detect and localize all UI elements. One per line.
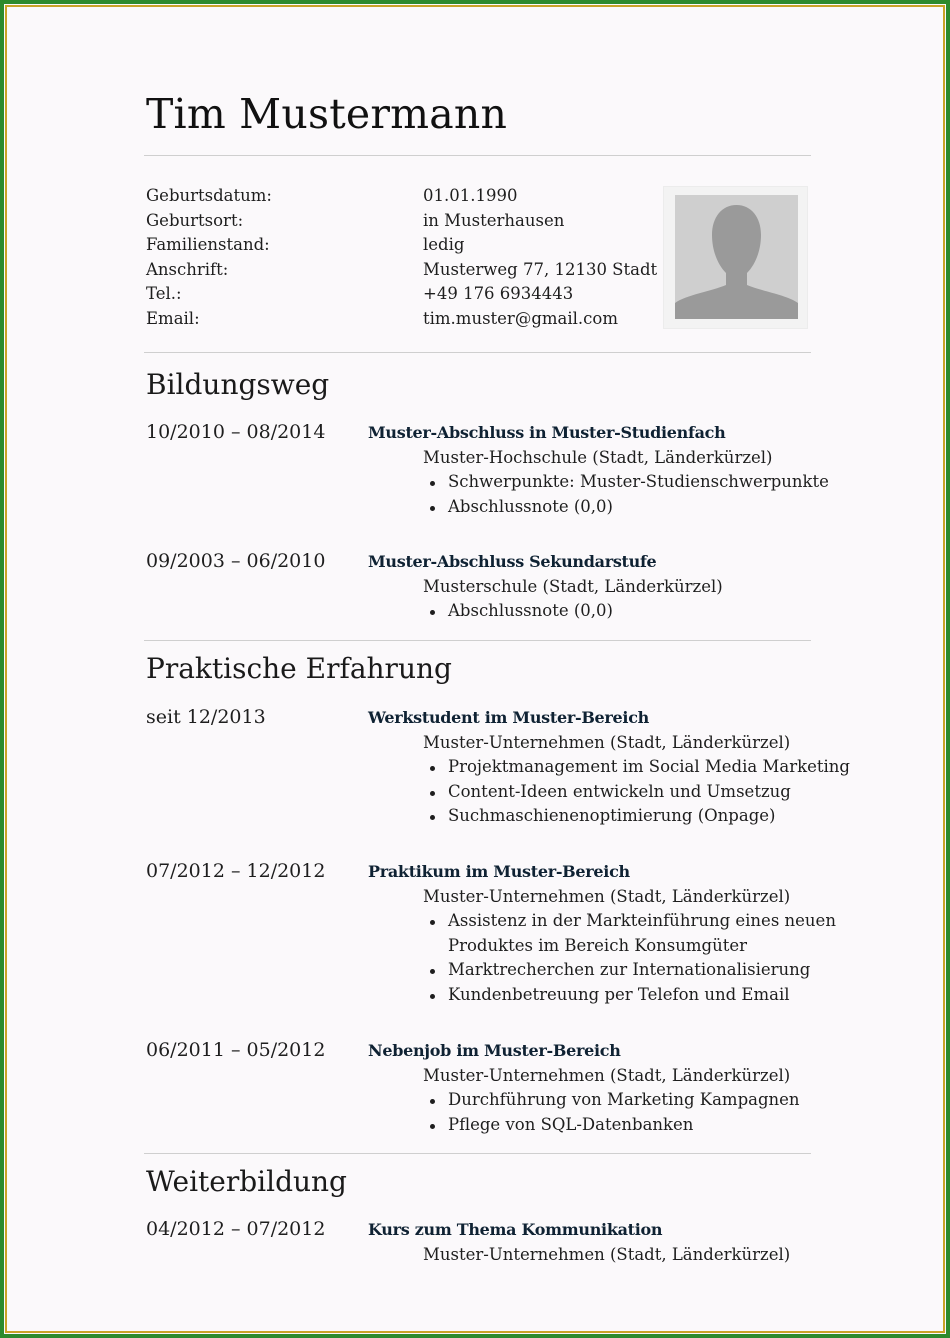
personal-info-row (146, 233, 646, 258)
list-item: Kundenbetreuung per Telefon und Email (427, 983, 836, 1008)
info-label: Email: (146, 308, 200, 328)
section-title-praktische-erfahrung: Praktische Erfahrung (146, 652, 452, 685)
entry-date: 07/2012 – 12/2012 (146, 860, 326, 882)
entry-title: Werkstudent im Muster-Bereich (368, 708, 649, 727)
section-title-weiterbildung: Weiterbildung (146, 1165, 347, 1198)
entry-title: Praktikum im Muster-Bereich (368, 862, 630, 881)
divider (144, 155, 811, 156)
list-item: Durchführung von Marketing Kampagnen (427, 1088, 800, 1113)
list-item: Suchmaschienenoptimierung (Onpage) (427, 804, 850, 829)
personal-info-row (146, 184, 646, 209)
info-value: Musterweg 77, 12130 Stadt (423, 259, 658, 279)
info-label: Geburtsdatum: (146, 186, 272, 205)
info-label: Tel.: (146, 284, 182, 304)
entry-bullets (427, 909, 836, 1007)
list-item: Abschlussnote (0,0) (427, 599, 613, 624)
entry-bullets (427, 755, 850, 829)
info-label: Familienstand: (146, 235, 270, 255)
list-item: Marktrecherchen zur Internationalisierung (427, 958, 836, 983)
list-item: Pflege von SQL-Datenbanken (427, 1113, 800, 1138)
entry-organization: Musterschule (Stadt, Länderkürzel) (423, 577, 723, 596)
list-item: Schwerpunkte: Muster-Studienschwerpunkte (427, 470, 829, 495)
entry-bullets (427, 470, 829, 519)
entry-organization: Muster-Unternehmen (Stadt, Länderkürzel) (423, 887, 791, 906)
entry-organization: Muster-Unternehmen (Stadt, Länderkürzel) (423, 733, 791, 752)
personal-info-row (146, 209, 646, 234)
profile-photo (663, 186, 808, 329)
entry-organization: Muster-Unternehmen (Stadt, Länderkürzel) (423, 1245, 791, 1264)
entry-title: Kurs zum Thema Kommunikation (368, 1220, 663, 1239)
divider (144, 352, 811, 353)
entry-title: Muster-Abschluss in Muster-Studienfach (368, 423, 726, 442)
list-item: Content-Ideen entwickeln und Umsetzug (427, 780, 850, 805)
entry-organization: Muster-Hochschule (Stadt, Länderkürzel) (423, 448, 773, 467)
entry-bullets (427, 599, 613, 624)
entry-organization: Muster-Unternehmen (Stadt, Länderkürzel) (423, 1066, 791, 1085)
info-value: +49 176 6934443 (423, 284, 574, 304)
divider (144, 640, 811, 641)
info-label: Geburtsort: (146, 210, 244, 230)
person-silhouette-icon (675, 195, 798, 319)
info-label: Anschrift: (146, 259, 229, 279)
list-item: Projektmanagement im Social Media Marketing (427, 755, 850, 780)
entry-date: 09/2003 – 06/2010 (146, 550, 326, 572)
info-value: in Musterhausen (423, 210, 565, 230)
divider (144, 1153, 811, 1154)
entry-title: Muster-Abschluss Sekundarstufe (368, 552, 657, 571)
list-item-continuation: Produktes im Bereich Konsumgüter (448, 935, 747, 955)
entry-date: 10/2010 – 08/2014 (146, 421, 326, 443)
entry-title: Nebenjob im Muster-Bereich (368, 1041, 621, 1060)
info-value: tim.muster@gmail.com (423, 308, 618, 328)
info-value: 01.01.1990 (423, 186, 518, 205)
section-title-bildungsweg: Bildungsweg (146, 368, 330, 401)
personal-info (146, 184, 658, 332)
page-title: Tim Mustermann (146, 90, 508, 138)
list-item: Abschlussnote (0,0) (427, 495, 829, 520)
entry-date: 04/2012 – 07/2012 (146, 1218, 326, 1240)
entry-date: seit 12/2013 (146, 706, 266, 728)
entry-bullets (427, 1088, 800, 1137)
info-value: ledig (423, 235, 465, 255)
personal-info-row (146, 258, 658, 283)
personal-info-row (146, 282, 646, 307)
personal-info-row (146, 307, 646, 332)
list-item: Assistenz in der Markteinführung eines neuen (427, 909, 836, 934)
entry-date: 06/2011 – 05/2012 (146, 1039, 326, 1061)
